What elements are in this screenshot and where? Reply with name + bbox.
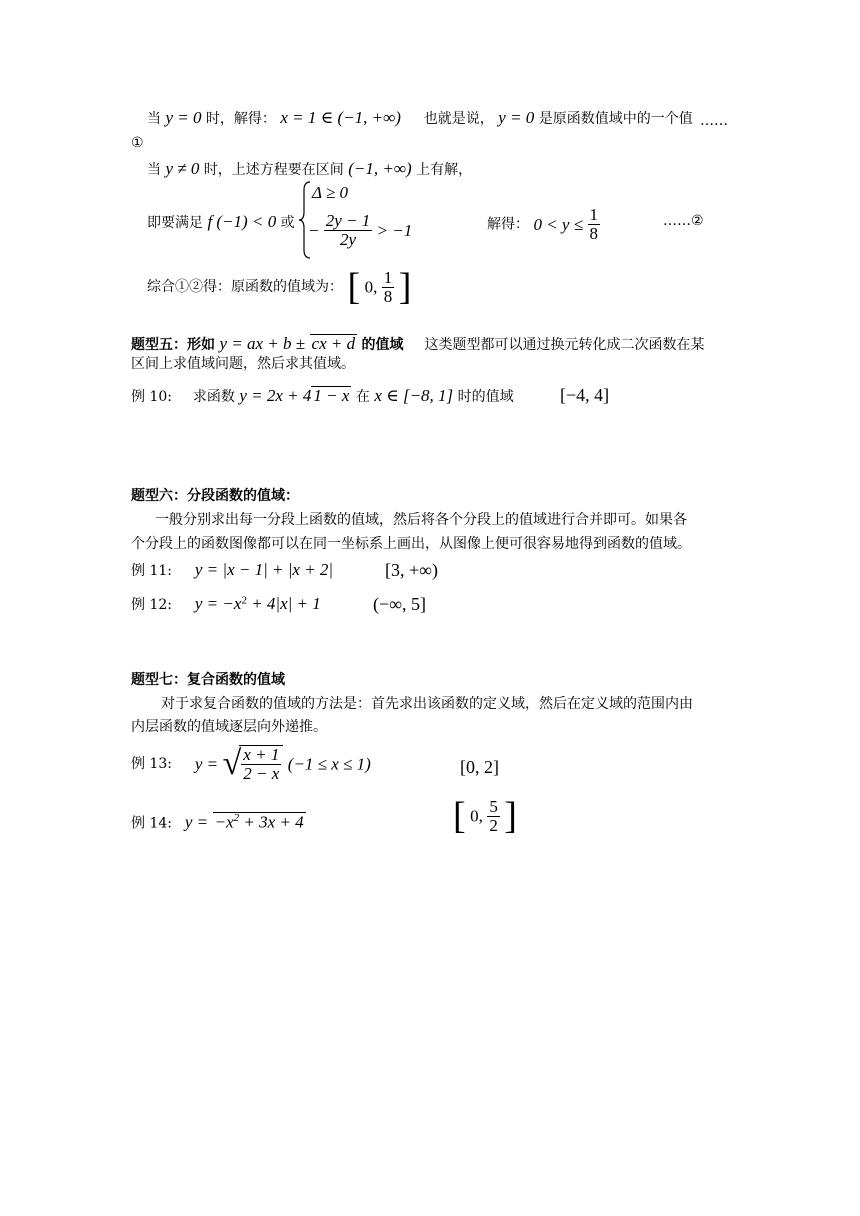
numerator: x + 1 (243, 745, 280, 764)
type7-desc-1: 对于求复合函数的值域的方法是：首先求出该函数的定义域，然后在定义域的范围内由 (161, 696, 693, 712)
type6-heading: 题型六：分段函数的值域： (131, 488, 299, 504)
type7-desc-2: 内层函数的值域逐层向外递推。 (131, 719, 327, 735)
fraction (241, 746, 281, 783)
denominator: 2 − x (243, 763, 280, 783)
math-range: 0 < y ≤ (533, 214, 584, 234)
numerator: 1 (383, 267, 393, 287)
numerator: 1 (589, 205, 599, 224)
example-10 (131, 386, 514, 404)
text: 解得： (487, 216, 529, 233)
range-open: [ (347, 266, 361, 308)
radical-sign: √ (222, 744, 242, 782)
ellipsis-2: ……② (663, 213, 704, 229)
domain: (−1 ≤ x ≤ 1) (287, 754, 371, 774)
answer-13: [0, 2] (460, 757, 499, 777)
fraction-1-8 (382, 269, 395, 306)
label: 例 10: (131, 389, 172, 405)
math-interval: (−1, +∞) (348, 159, 412, 178)
line-3-right (487, 206, 600, 243)
answer-10: [−4, 4] (560, 385, 610, 405)
exponent: 2 (241, 594, 247, 607)
fraction-5-2 (487, 798, 500, 835)
range-close: ] (504, 795, 517, 837)
y-eq: y = (194, 754, 219, 774)
numerator: 2y − 1 (325, 211, 371, 230)
type5-heading (131, 334, 704, 352)
system-bottom (308, 212, 412, 249)
text: 当 (147, 162, 161, 178)
range-zero: 0, (470, 806, 483, 826)
denominator: 8 (383, 286, 393, 306)
line-4 (147, 268, 411, 306)
neg-sign: − (308, 220, 320, 240)
radical: 1 − x (313, 386, 350, 405)
answer-14 (453, 797, 517, 835)
type6-desc-1: 一般分别求出每一分段上函数的值域，然后将各个分段上的值域进行合并即可。如果各 (155, 512, 687, 528)
circle-one: ① (131, 135, 144, 151)
fraction (324, 212, 373, 249)
exponent: 2 (233, 812, 240, 824)
heading-text: 的值域 (361, 337, 404, 353)
math-y-eq-0-b: y = 0 (498, 108, 535, 127)
text: 时的值域 (457, 389, 514, 405)
denominator: 2 (489, 815, 498, 835)
radical (239, 745, 283, 783)
answer-12: (−∞, 5] (373, 594, 426, 614)
radical: cx + d (311, 334, 356, 353)
type6-desc-2: 个分段上的函数图像都可以在同一坐标系上画出，从图像上便可很容易地得到函数的值域。 (131, 536, 691, 552)
example-12 (131, 595, 321, 612)
desc-1: 这类题型都可以通过换元转化成二次函数在某 (424, 337, 705, 353)
system-top: Δ ≥ 0 (312, 183, 349, 202)
text: 时，上述方程要在区间 (203, 162, 344, 178)
math-func: y = |x − 1| + |x + 2| (194, 560, 334, 579)
heading-text: 题型五：形如 (131, 337, 215, 353)
math-form: y = ax + b ± (219, 334, 306, 353)
text: 也就是说， (423, 111, 494, 127)
example-13 (131, 745, 371, 783)
label: 例 14: (131, 815, 172, 832)
range-open: [ (453, 795, 466, 837)
type7-heading: 题型七：复合函数的值域 (131, 672, 285, 688)
radical (213, 812, 306, 831)
denominator: 2y (339, 229, 357, 249)
math-y-ne-0: y ≠ 0 (165, 159, 200, 178)
radicand: −x (214, 812, 234, 832)
range-close: ] (398, 266, 412, 308)
math-func: y = 2x + 4 (239, 386, 312, 405)
line-1 (147, 109, 693, 126)
text: 上有解， (416, 162, 473, 178)
line-2 (147, 160, 472, 177)
label: 例 12: (131, 597, 172, 613)
example-14 (131, 812, 306, 831)
math-x-solution: x = 1 ∈ (−1, +∞) (280, 108, 401, 127)
text: 是原函数值域中的一个值 (538, 111, 693, 127)
math-f-neg1: f (−1) < 0 (207, 212, 277, 231)
label: 例 11: (131, 563, 172, 579)
text: 或 (280, 215, 295, 231)
math-y-eq-0: y = 0 (165, 108, 202, 127)
text: 时，解得： (205, 111, 276, 127)
text: 在 (355, 389, 370, 405)
range-zero: 0, (364, 277, 378, 297)
ellipsis-1: …… (700, 113, 728, 129)
type5-desc-2: 区间上求值域问题，然后求其值域。 (131, 356, 355, 372)
y-eq: y = (184, 812, 209, 832)
text: 即要满足 (147, 215, 203, 231)
fraction-1-8 (588, 206, 601, 243)
line-3-left (147, 213, 295, 230)
math-func-rest: + 4|x| + 1 (246, 594, 321, 613)
radicand-rest: + 3x + 4 (239, 812, 304, 832)
text: 综合①②得：原函数的值域为： (147, 279, 343, 295)
label: 例 13: (131, 755, 172, 772)
denominator: 8 (589, 223, 599, 243)
rhs: > −1 (376, 220, 413, 240)
example-11 (131, 561, 333, 578)
text: 当 (147, 111, 161, 127)
numerator: 5 (489, 796, 498, 816)
math-domain: x ∈ [−8, 1] (374, 386, 454, 405)
math-func: y = −x (194, 594, 242, 613)
answer-11: [3, +∞) (385, 560, 438, 580)
text: 求函数 (192, 389, 235, 405)
